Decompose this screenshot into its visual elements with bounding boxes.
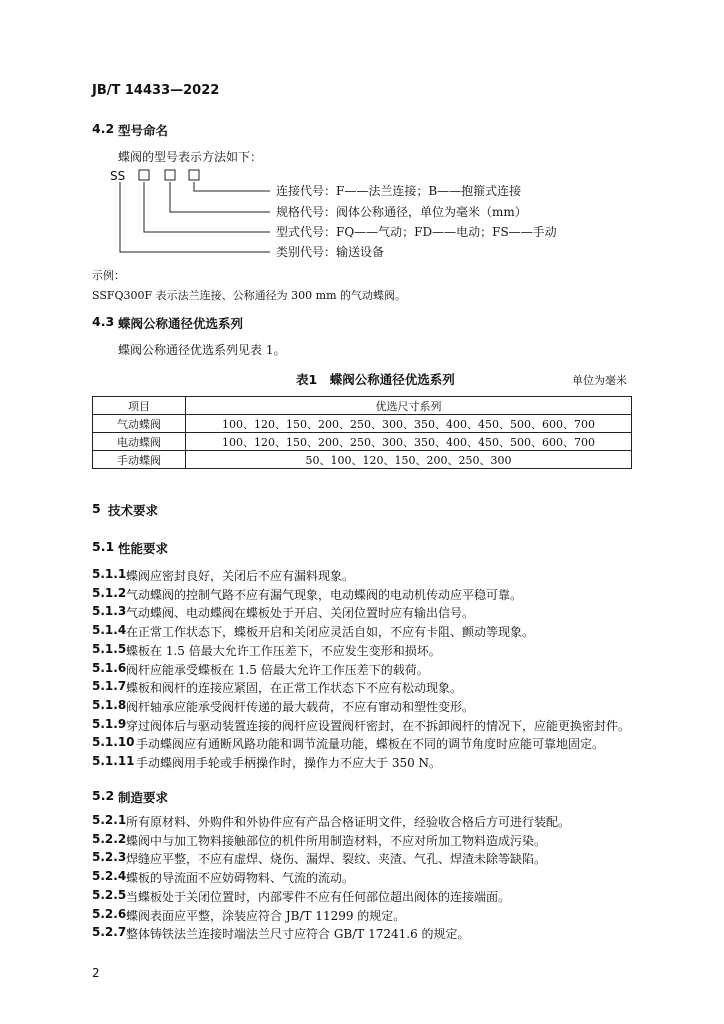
model-code-diagram [92,162,612,272]
item-text: 当蝶板处于关闭位置时，内部零件不应有任何部位超出阀体的连接端面。 [126,889,511,904]
item-text: 蝶阀中与加工物料接触部位的机件所用制造材料，不应对所加工物料造成污染。 [126,833,547,848]
section-4-2-title: 型号命名 [118,123,169,138]
table-cell: 50、100、120、150、200、250、300 [186,451,632,469]
section-4-3-title: 蝶阀公称通径优选系列 [118,316,244,331]
code-connection-text: 连接代号：F——法兰连接；B——抱箍式连接 [276,184,522,198]
code-type-text: 型式代号：FQ——气动；FD——电动；FS——手动 [276,225,557,239]
item-number: 5.1.7 [92,679,127,694]
table-header-row [93,397,632,415]
table-header-item: 项目 [93,397,186,415]
table-header-sizes: 优选尺寸系列 [186,397,632,415]
item-number: 5.1.4 [92,623,127,638]
item-number: 5.1.1 [92,567,127,581]
code-box-3 [189,170,199,180]
section-5-1-number: 5.1 [92,539,115,554]
item-text: 焊缝应平整，不应有虚焊、烧伤、漏焊、裂纹、夹渣、气孔、焊渣未除等缺陷。 [126,852,547,867]
code-category-text: 类别代号：输送设备 [276,245,385,259]
item-text: 蝶板在 1.5 倍最大允许工作压差下，不应发生变形和损坏。 [126,643,441,658]
section-4-2-number: 4.2 [92,121,115,136]
table-row [93,415,632,433]
leader-category [120,182,270,252]
item-text: 手动蝶阀应有通断风路功能和调节流量功能，蝶板在不同的调节角度时应能可靠地固定。 [136,737,605,752]
section-4-2-intro: 蝶阀的型号表示方法如下： [118,150,263,164]
example-text: SSFQ300F 表示法兰连接、公称通径为 300 mm 的气动蝶阀。 [92,289,406,302]
item-number: 5.2.2 [92,831,127,846]
item-number: 5.2.4 [92,869,127,884]
section-5-2-number: 5.2 [92,788,115,803]
code-spec-text: 规格代号：阀体公称通径，单位为毫米（mm） [276,205,527,219]
code-box-2 [165,170,175,180]
page-number: 2 [92,966,100,980]
item-text: 阀杆应能承受蝶板在 1.5 倍最大允许工作压差下的载荷。 [126,662,429,677]
item-number: 5.2.7 [92,925,127,940]
leader-type [144,182,270,232]
item-text: 蝶板和阀杆的连接应紧固，在正常工作状态下不应有松动现象。 [126,681,463,696]
section-4-3-number: 4.3 [92,314,115,329]
item-number: 5.2.3 [92,850,127,865]
item-text: 整体铸铁法兰连接时端法兰尺寸应符合 GB/T 17241.6 的规定。 [126,927,470,942]
item-text: 蝶板的导流面不应妨碍物料、气流的流动。 [126,871,355,886]
item-number: 5.1.5 [92,641,127,656]
table-cell: 100、120、150、200、250、300、350、400、450、500、600、700 [186,415,632,433]
model-prefix-text: SS [110,169,126,183]
table-row [93,433,632,451]
item-number: 5.2.1 [92,813,127,827]
item-number: 5.1.3 [92,604,127,619]
item-text: 气动蝶阀的控制气路不应有漏气现象，电动蝶阀的电动机传动应平稳可靠。 [126,587,523,602]
table-cell: 电动蝶阀 [93,433,186,451]
item-text: 气动蝶阀、电动蝶阀在蝶板处于开启、关闭位置时应有输出信号。 [126,606,475,621]
section-5-title: 技术要求 [108,503,159,518]
item-number: 5.1.2 [92,585,127,600]
table-1 [92,396,632,469]
item-text: 穿过阀体后与驱动装置连接的阀杆应设置阀杆密封，在不拆卸阀杆的情况下，应能更换密封件。 [126,718,631,733]
example-label: 示例： [92,269,125,282]
section-5-number: 5 [92,501,101,516]
table-1-unit: 单位为毫米 [572,374,627,387]
table-cell: 手动蝶阀 [93,451,186,469]
item-text: 所有原材料、外购件和外协件应有产品合格证明文件，经验收合格后方可进行装配。 [126,815,571,829]
item-number: 5.1.6 [92,660,127,675]
item-text: 阀杆轴承应能承受阀杆传递的最大载荷，不应有窜动和塑性变形。 [126,699,475,714]
item-text: 手动蝶阀用手轮或手柄操作时，操作力不应大于 350 N。 [136,756,442,770]
leader-connection [194,182,270,191]
standard-code: JB/T 14433—2022 [92,83,220,98]
item-number: 5.1.10 [92,735,135,750]
table-row [93,451,632,469]
item-number: 5.1.8 [92,697,127,712]
item-text: 在正常工作状态下，蝶板开启和关闭应灵活自如，不应有卡阻、颤动等现象。 [126,625,535,640]
code-box-1 [139,170,149,180]
table-cell: 气动蝶阀 [93,415,186,433]
item-number: 5.1.11 [92,754,135,768]
section-4-3-intro: 蝶阀公称通径优选系列见表 1。 [118,343,286,357]
item-number: 5.2.5 [92,887,127,902]
table-1-title: 表1 蝶阀公称通径优选系列 [296,372,455,387]
section-5-1-title: 性能要求 [118,541,169,556]
item-text: 蝶阀表面应平整，涂装应符合 JB/T 11299 的规定。 [126,908,406,923]
item-number: 5.1.9 [92,716,127,731]
leader-spec [170,182,270,212]
table-cell: 100、120、150、200、250、300、350、400、450、500、600、700 [186,433,632,451]
item-text: 蝶阀应密封良好，关闭后不应有漏料现象。 [126,569,355,583]
item-number: 5.2.6 [92,906,127,921]
section-5-2-title: 制造要求 [118,790,169,805]
